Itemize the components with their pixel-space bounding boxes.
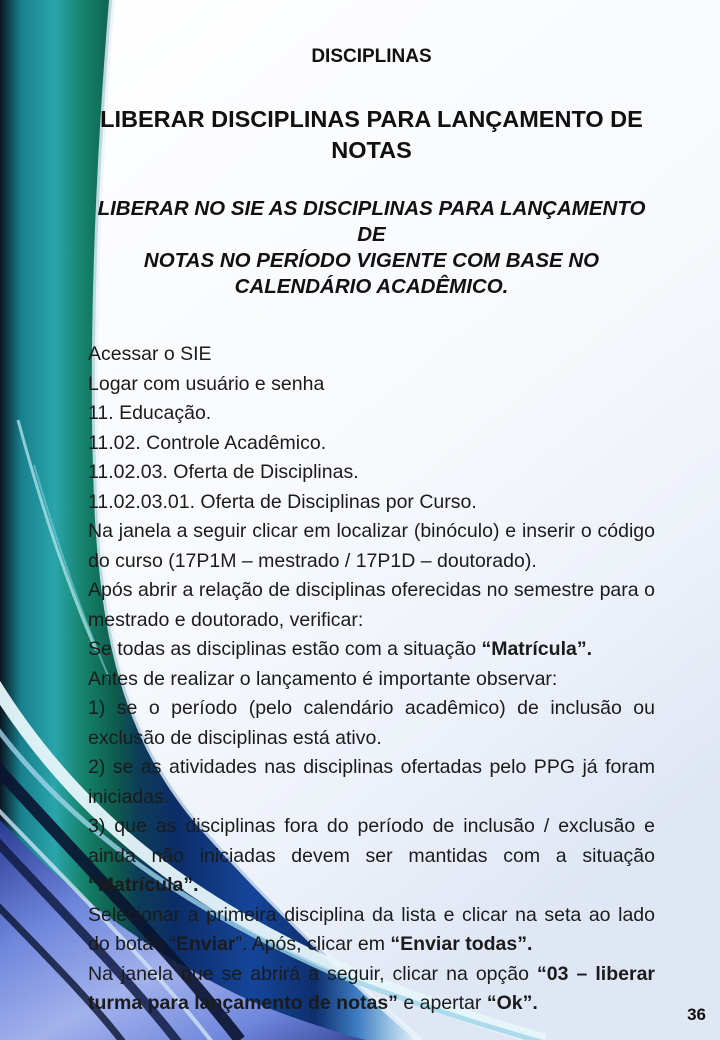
body-paragraph	[88, 694, 655, 753]
text-run: Logar com usuário e senha	[88, 372, 325, 395]
text-run: 11.02. Controle Acadêmico.	[88, 431, 327, 454]
instructions	[88, 340, 655, 1019]
text-run: Antes de realizar o lançamento é importante observar:	[88, 667, 558, 690]
body-paragraph	[88, 488, 655, 518]
body-paragraph	[88, 340, 655, 370]
body-paragraph	[88, 576, 655, 635]
body-paragraph	[88, 753, 655, 812]
body-paragraph	[88, 429, 655, 459]
text-run: Selecionar a primeira disciplina da lista e clicar na seta ao lado do botão “	[88, 903, 655, 955]
text-run: 11.02.03. Oferta de Disciplinas.	[88, 461, 359, 483]
text-run: “Matrícula”.	[88, 874, 199, 896]
text-run: Na janela que se abrirá a seguir, clicar na opção	[88, 962, 538, 985]
text-run: Se todas as disciplinas estão com a situação	[88, 638, 482, 660]
text-run: Acessar o SIE	[88, 343, 212, 365]
body-paragraph	[88, 517, 655, 576]
text-run: 1) se o período (pelo calendário acadêmico) de inclusão ou exclusão de disciplinas está ativo.	[88, 697, 655, 749]
body-paragraph	[88, 370, 655, 400]
body-paragraph	[88, 960, 655, 1019]
text-run: 3) que as disciplinas fora do período de inclusão / exclusão e ainda não iniciadas devem ser mantidas com a situação	[88, 815, 655, 867]
title-line: LIBERAR DISCIPLINAS PARA LANÇAMENTO DE	[100, 106, 643, 132]
text-run: Após abrir a relação de disciplinas oferecidas no semestre para o mestrado e doutorado, verificar:	[88, 579, 655, 631]
title-line: NOTAS	[331, 137, 412, 163]
subtitle-line: CALENDÁRIO ACADÊMICO.	[234, 275, 509, 298]
body-paragraph	[88, 665, 655, 695]
body-paragraph	[88, 635, 655, 665]
text-run: Na janela a seguir clicar em localizar (binóculo) e inserir o código do curso (17P1M – mestrado / 17P1D – doutorado).	[88, 520, 655, 572]
page-subtitle	[88, 196, 655, 300]
page-number: 36	[687, 1005, 706, 1024]
section-kicker: DISCIPLINAS	[311, 46, 432, 67]
text-run: 11. Educação.	[88, 402, 212, 424]
text-run: 11.02.03.01. Oferta de Disciplinas por Curso.	[88, 490, 477, 513]
subtitle-line: NOTAS NO PERÍODO VIGENTE COM BASE NO	[143, 249, 600, 272]
body-paragraph	[88, 458, 655, 488]
text-run: “03 – liberar turma para lançamento de notas”	[88, 962, 655, 1014]
page-title	[88, 104, 655, 166]
text-run: “Ok”.	[486, 992, 538, 1014]
text-run: 2) se as atividades nas disciplinas ofertadas pelo PPG já foram iniciadas.	[88, 756, 655, 808]
text-run: Enviar	[175, 933, 236, 955]
subtitle-line: LIBERAR NO SIE AS DISCIPLINAS PARA LANÇAMENTO DE	[97, 197, 646, 246]
body-paragraph	[88, 901, 655, 960]
text-run: “Enviar todas”.	[390, 933, 533, 955]
body-paragraph	[88, 812, 655, 901]
text-run: ”. Após, clicar em	[235, 933, 391, 955]
text-column	[88, 44, 655, 1019]
text-run: “Matrícula”.	[481, 638, 592, 660]
text-run: e apertar	[397, 992, 487, 1014]
body-paragraph	[88, 399, 655, 429]
